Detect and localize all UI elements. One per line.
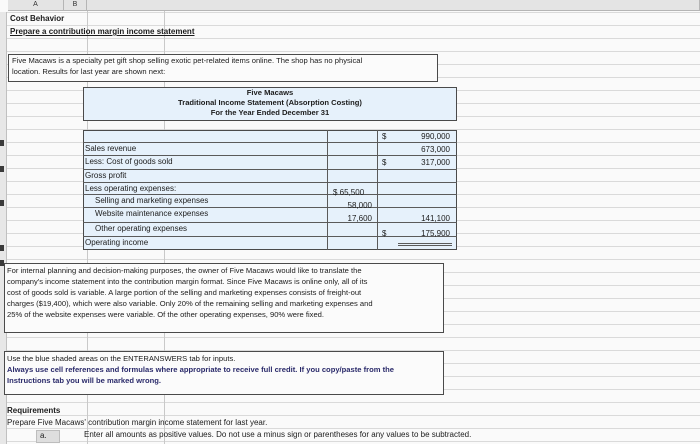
statement-row-sign: $ [382, 229, 387, 238]
planning-line-2: company's income statement into the contribution margin format. Since Five Macaws is online only, all of its [7, 277, 368, 286]
row-marker [0, 166, 4, 172]
statement-row-subvalue[interactable]: 58,000 [347, 201, 372, 210]
sheet-title: Cost Behavior [10, 14, 65, 23]
planning-line-3: cost of goods sold is variable. A large portion of the selling and marketing expenses consists of freight-out [7, 288, 362, 297]
column-header-blank[interactable] [87, 0, 700, 11]
total-underline [398, 243, 452, 244]
row-marker [0, 200, 4, 206]
statement-row-sign: $ [382, 132, 387, 141]
statement-row-label[interactable]: Selling and marketing expenses [95, 196, 209, 205]
statement-row-value[interactable]: 141,100 [421, 214, 450, 223]
requirements-heading: Requirements [7, 406, 61, 415]
col-divider [327, 130, 328, 250]
row-marker [0, 140, 4, 146]
intro-line-1: Five Macaws is a specialty pet gift shop selling exotic pet-related items online. The shop has no physical [12, 56, 363, 65]
sheet-subtitle: Prepare a contribution margin income statement [10, 27, 195, 36]
statement-row-label[interactable]: Sales revenue [85, 144, 137, 153]
row-divider [83, 194, 457, 195]
statement-row-label[interactable]: Less: Cost of goods sold [85, 157, 173, 166]
row-divider [83, 142, 457, 143]
statement-row-value[interactable]: 317,000 [421, 158, 450, 167]
statement-row-label[interactable]: Other operating expenses [95, 224, 188, 233]
requirements-line: Prepare Five Macaws' contribution margin income statement for last year. [7, 418, 268, 427]
instructions-line-3: Instructions tab you will be marked wrong. [7, 376, 162, 385]
planning-line-4: charges ($19,400), which were also variable. Only 20% of the remaining selling and marketing expenses and [7, 299, 373, 308]
row-marker [0, 245, 4, 251]
statement-row-value[interactable]: 175,900 [421, 229, 450, 238]
column-header-b[interactable]: B [64, 0, 87, 11]
statement-row-label[interactable]: Less operating expenses: [85, 184, 177, 193]
statement-row-value[interactable]: 673,000 [421, 145, 450, 154]
statement-row-label[interactable]: Website maintenance expenses [95, 209, 209, 218]
planning-line-1: For internal planning and decision-making purposes, the owner of Five Macaws would like to translate the [7, 266, 362, 275]
requirement-item: Enter all amounts as positive values. Do not use a minus sign or parentheses for any values to be subtracted. [84, 430, 472, 439]
statement-row-label[interactable]: Gross profit [85, 171, 127, 180]
statement-row-subvalue[interactable]: 17,600 [347, 214, 372, 223]
row-divider [83, 155, 457, 156]
col-divider [377, 130, 378, 250]
statement-title: Traditional Income Statement (Absorption Costing) [178, 98, 362, 107]
intro-line-2: location. Results for last year are shown next: [12, 67, 166, 76]
statement-company: Five Macaws [246, 88, 294, 97]
statement-row-label[interactable]: Operating income [85, 238, 149, 247]
row-divider [83, 169, 457, 170]
total-underline [398, 245, 452, 246]
statement-row-value[interactable]: 990,000 [421, 132, 450, 141]
row-divider [83, 182, 457, 183]
row-divider [83, 207, 457, 208]
requirement-index: a. [40, 431, 47, 440]
planning-line-5: 25% of the website expenses were variable. Of the other operating expenses, 90% were fixed. [7, 310, 325, 319]
statement-row-subvalue[interactable]: $ 65,500 [333, 188, 365, 197]
statement-period: For the Year Ended December 31 [210, 108, 330, 117]
column-header-a[interactable]: A [8, 0, 64, 11]
instructions-line-2: Always use cell references and formulas where appropriate to receive full credit. If you copy/paste from the [7, 365, 394, 374]
statement-row-sign: $ [382, 158, 387, 167]
instructions-line-1: Use the blue shaded areas on the ENTERANSWERS tab for inputs. [7, 354, 236, 363]
